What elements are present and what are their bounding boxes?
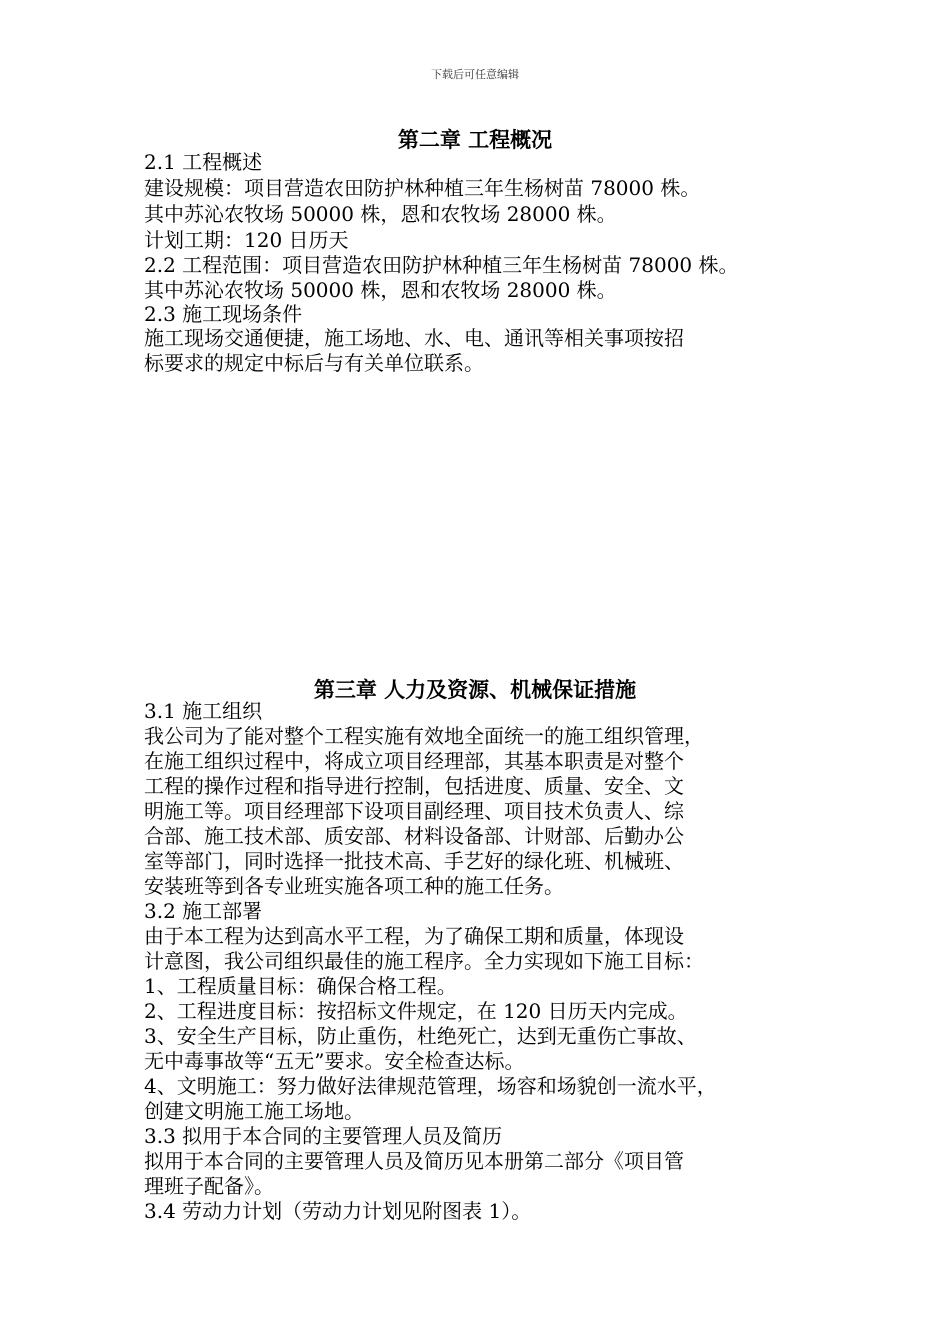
- chapter3-line: 工程的操作过程和指导进行控制，包括进度、质量、安全、文: [144, 774, 684, 798]
- chapter3-line: 3、安全生产目标，防止重伤，杜绝死亡，达到无重伤亡事故、: [144, 1024, 697, 1048]
- chapter3-line: 3.3 拟用于本合同的主要管理人员及简历: [144, 1124, 503, 1148]
- chapter3-line: 3.1 施工组织: [144, 699, 263, 723]
- chapter3-line: 我公司为了能对整个工程实施有效地全面统一的施工组织管理，: [144, 724, 704, 748]
- chapter2-line: 建设规模：项目营造农田防护林种植三年生杨树苗 78000 株。: [144, 176, 701, 200]
- chapter3-line: 3.2 施工部署: [144, 899, 263, 923]
- chapter3-line: 理班子配备》。: [144, 1174, 274, 1198]
- chapter2-line: 其中苏沁农牧场 50000 株，恩和农牧场 28000 株。: [144, 202, 617, 226]
- chapter3-line: 4、文明施工：努力做好法律规范管理，场容和场貌创一流水平，: [144, 1074, 717, 1098]
- chapter2-line: 计划工期：120 日历天: [144, 228, 349, 252]
- chapter3-title: 第三章 人力及资源、机械保证措施: [313, 677, 637, 702]
- chapter2-title: 第二章 工程概况: [397, 127, 553, 152]
- page-header-note: 下载后可任意编辑: [431, 68, 519, 81]
- chapter2-line: 2.3 施工现场条件: [144, 302, 303, 326]
- chapter3-line: 3.4 劳动力计划（劳动力计划见附图表 1）。: [144, 1199, 532, 1223]
- chapter3-line: 计意图，我公司组织最佳的施工程序。全力实现如下施工目标：: [144, 949, 704, 973]
- chapter3-line: 2、工程进度目标：按招标文件规定，在 120 日历天内完成。: [144, 999, 688, 1023]
- chapter3-line: 合部、施工技术部、质安部、材料设备部、计财部、后勤办公: [144, 824, 684, 848]
- chapter3-line: 安装班等到各专业班实施各项工种的施工任务。: [144, 874, 564, 898]
- chapter2-line: 施工现场交通便捷，施工场地、水、电、通讯等相关事项按招: [144, 326, 684, 350]
- chapter2-line: 2.1 工程概述: [144, 150, 263, 174]
- chapter3-line: 明施工等。项目经理部下设项目副经理、项目技术负责人、综: [144, 799, 684, 823]
- chapter3-line: 无中毒事故等“五无”要求。安全检查达标。: [144, 1049, 525, 1073]
- chapter2-line: 标要求的规定中标后与有关单位联系。: [144, 351, 484, 375]
- chapter3-line: 创建文明施工施工场地。: [144, 1099, 364, 1123]
- chapter2-line: 其中苏沁农牧场 50000 株，恩和农牧场 28000 株。: [144, 278, 617, 302]
- chapter3-line: 1、工程质量目标：确保合格工程。: [144, 974, 457, 998]
- chapter3-line: 室等部门，同时选择一批技术高、手艺好的绿化班、机械班、: [144, 849, 684, 873]
- chapter3-line: 由于本工程为达到高水平工程，为了确保工期和质量，体现设: [144, 924, 684, 948]
- chapter3-line: 在施工组织过程中，将成立项目经理部，其基本职责是对整个: [144, 749, 684, 773]
- chapter2-line: 2.2 工程范围：项目营造农田防护林种植三年生杨树苗 78000 株。: [144, 253, 739, 277]
- chapter3-line: 拟用于本合同的主要管理人员及简历见本册第二部分《项目管: [144, 1149, 684, 1173]
